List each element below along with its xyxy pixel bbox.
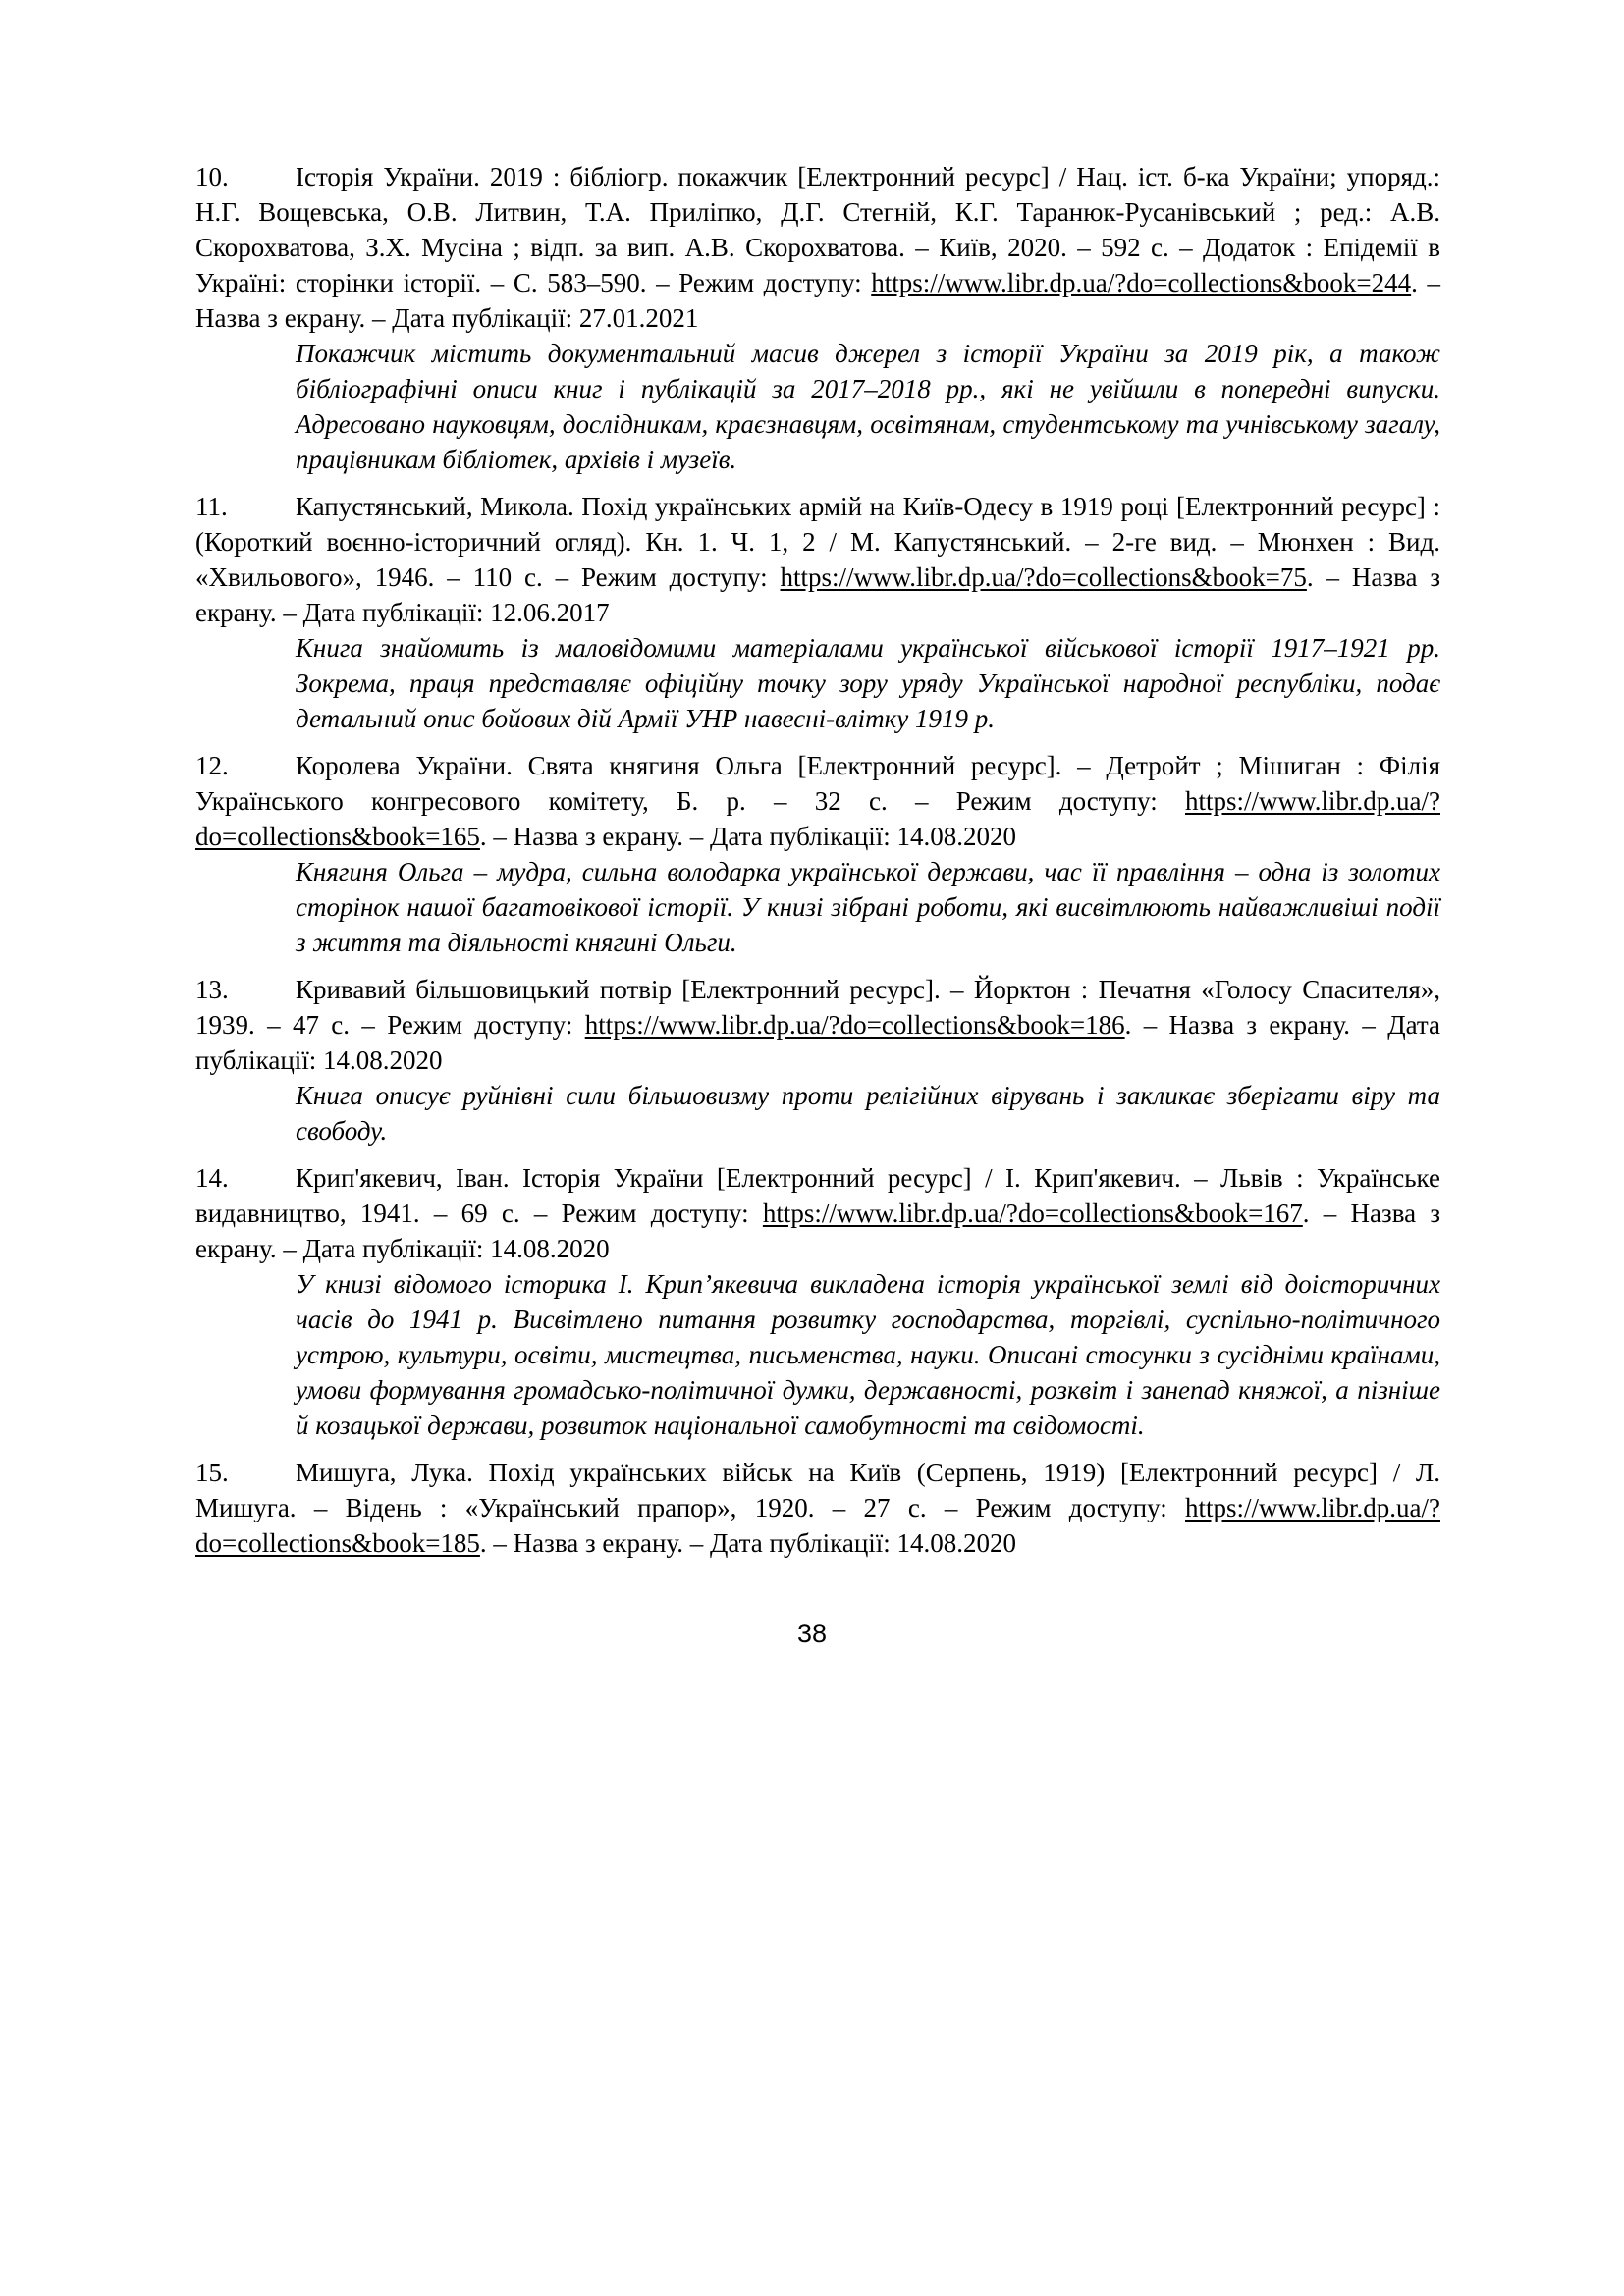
citation <box>195 159 1440 336</box>
bibliography-entry <box>195 972 1440 1148</box>
bibliography-entry <box>195 1160 1440 1443</box>
resource-link[interactable]: https://www.libr.dp.ua/?do=collections&book=165 <box>195 786 1440 851</box>
citation-text: Історія України. 2019 : бібліогр. покажчик [Електронний ресурс] / Нац. іст. б-ка України; упоряд.: Н.Г. Вощевська, О.В. Литвин, Т.А. Приліпко, Д.Г. Стегній, К.Г. Таранюк-Русанівський ; ред.: А.В. Скорохватова, З.Х. Мусіна ; відп. за вип. А.В. Скорохватова. – Київ, 2020. – 592 с. – Додаток : Епідемії в Україні: сторінки історії. – С. 583–590. – Режим доступу: <box>195 162 1440 297</box>
bibliography-entry <box>195 748 1440 960</box>
page-number: 38 <box>796 1619 828 1648</box>
annotation: Покажчик містить документальний масив джерел з історії України за 2019 рік, а також бібліографічні описи книг і публікацій за 2017–2018 рр., які не увійшли в попередні випуски. Адресовано науковцям, дослідникам, краєзнавцям, освітянам, студентському та учнівському загалу, працівникам бібліотек, архівів і музеїв. <box>296 339 1440 474</box>
citation-tail: . – Назва з екрану. – Дата публікації: 14.08.2020 <box>195 1010 1441 1075</box>
citation-tail: . – Назва з екрану. – Дата публікації: 14.08.2020 <box>195 1199 1440 1263</box>
resource-link[interactable]: https://www.libr.dp.ua/?do=collections&book=186 <box>584 1010 1125 1040</box>
resource-link[interactable]: https://www.libr.dp.ua/?do=collections&book=244 <box>871 268 1412 297</box>
resource-link[interactable]: https://www.libr.dp.ua/?do=collections&book=75 <box>780 562 1307 592</box>
citation-tail: . – Назва з екрану. – Дата публікації: 27.01.2021 <box>195 268 1441 333</box>
resource-link[interactable]: https://www.libr.dp.ua/?do=collections&book=167 <box>762 1199 1303 1228</box>
bibliography-entry <box>195 489 1440 736</box>
bibliography-entry <box>195 159 1440 477</box>
citation-text: Капустянський, Микола. Похід українських армій на Київ-Одесу в 1919 році [Електронний ресурс] : (Короткий воєнно-історичний огляд). Кн. 1. Ч. 1, 2 / М. Капустянський. – 2-ге вид. – Мюнхен : Вид. «Хвильового», 1946. – 110 с. – Режим доступу: <box>195 492 1440 592</box>
annotation: Книга описує руйнівні сили більшовизму проти релігійних вірувань і закликає зберігати віру та свободу. <box>296 1081 1440 1146</box>
entry-number: 14. <box>195 1163 229 1193</box>
entry-number: 12. <box>195 751 229 780</box>
citation-tail: . – Назва з екрану. – Дата публікації: 14.08.2020 <box>479 1528 1017 1558</box>
citation <box>195 1455 1440 1561</box>
citation-tail: . – Назва з екрану. – Дата публікації: 12.06.2017 <box>195 562 1440 627</box>
citation <box>195 1160 1440 1266</box>
entry-number: 11. <box>195 492 228 521</box>
citation-text: Крип'якевич, Іван. Історія України [Електронний ресурс] / І. Крип'якевич. – Львів : Українське видавництво, 1941. – 69 с. – Режим доступу: <box>195 1163 1440 1228</box>
entry-number: 15. <box>195 1458 229 1487</box>
entry-number: 10. <box>195 162 229 191</box>
resource-link[interactable]: https://www.libr.dp.ua/?do=collections&book=185 <box>195 1493 1440 1558</box>
citation-text: Кривавий більшовицький потвір [Електронний ресурс]. – Йорктон : Печатня «Голосу Спасителя», 1939. – 47 с. – Режим доступу: <box>195 975 1440 1040</box>
entry-number: 13. <box>195 975 229 1004</box>
citation-text: Королева України. Свята княгиня Ольга [Електронний ресурс]. – Детройт ; Мішиган : Філія Українського конгресового комітету, Б. р. – 32 с. – Режим доступу: <box>195 751 1440 816</box>
citation <box>195 972 1440 1078</box>
annotation: Книга знайомить із маловідомими матеріалами української військової історії 1917–1921 рр. Зокрема, праця представляє офіційну точку зору уряду Української народної республіки, подає детальний опис бойових дій Армії УНР навесні-влітку 1919 р. <box>296 633 1440 733</box>
citation-text: Мишуга, Лука. Похід українських військ на Київ (Серпень, 1919) [Електронний ресурс] / Л. Мишуга. – Відень : «Український прапор», 1920. – 27 с. – Режим доступу: <box>195 1458 1440 1522</box>
annotation: У книзі відомого історика І. Крип’якевича викладена історія української землі від доісторичних часів до 1941 р. Висвітлено питання розвитку господарства, торгівлі, суспільно-політичного устрою, культури, освіти, мистецтва, письменства, науки. Описані стосунки з сусідніми країнами, умови формування громадсько-політичної думки, державності, розквіт і занепад княжої, а пізніше й козацької держави, розвиток національної самобутності та свідомості. <box>296 1269 1440 1440</box>
bibliography-entry <box>195 1455 1440 1561</box>
annotation: Княгиня Ольга – мудра, сильна володарка української держави, час її правління – одна із золотих сторінок нашої багатовікової історії. У книзі зібрані роботи, які висвітлюють найважливіші події з життя та діяльності княгині Ольги. <box>296 857 1440 957</box>
citation <box>195 489 1440 630</box>
citation <box>195 748 1440 854</box>
citation-tail: . – Назва з екрану. – Дата публікації: 14.08.2020 <box>479 822 1017 851</box>
bibliography-page <box>195 159 1440 1573</box>
